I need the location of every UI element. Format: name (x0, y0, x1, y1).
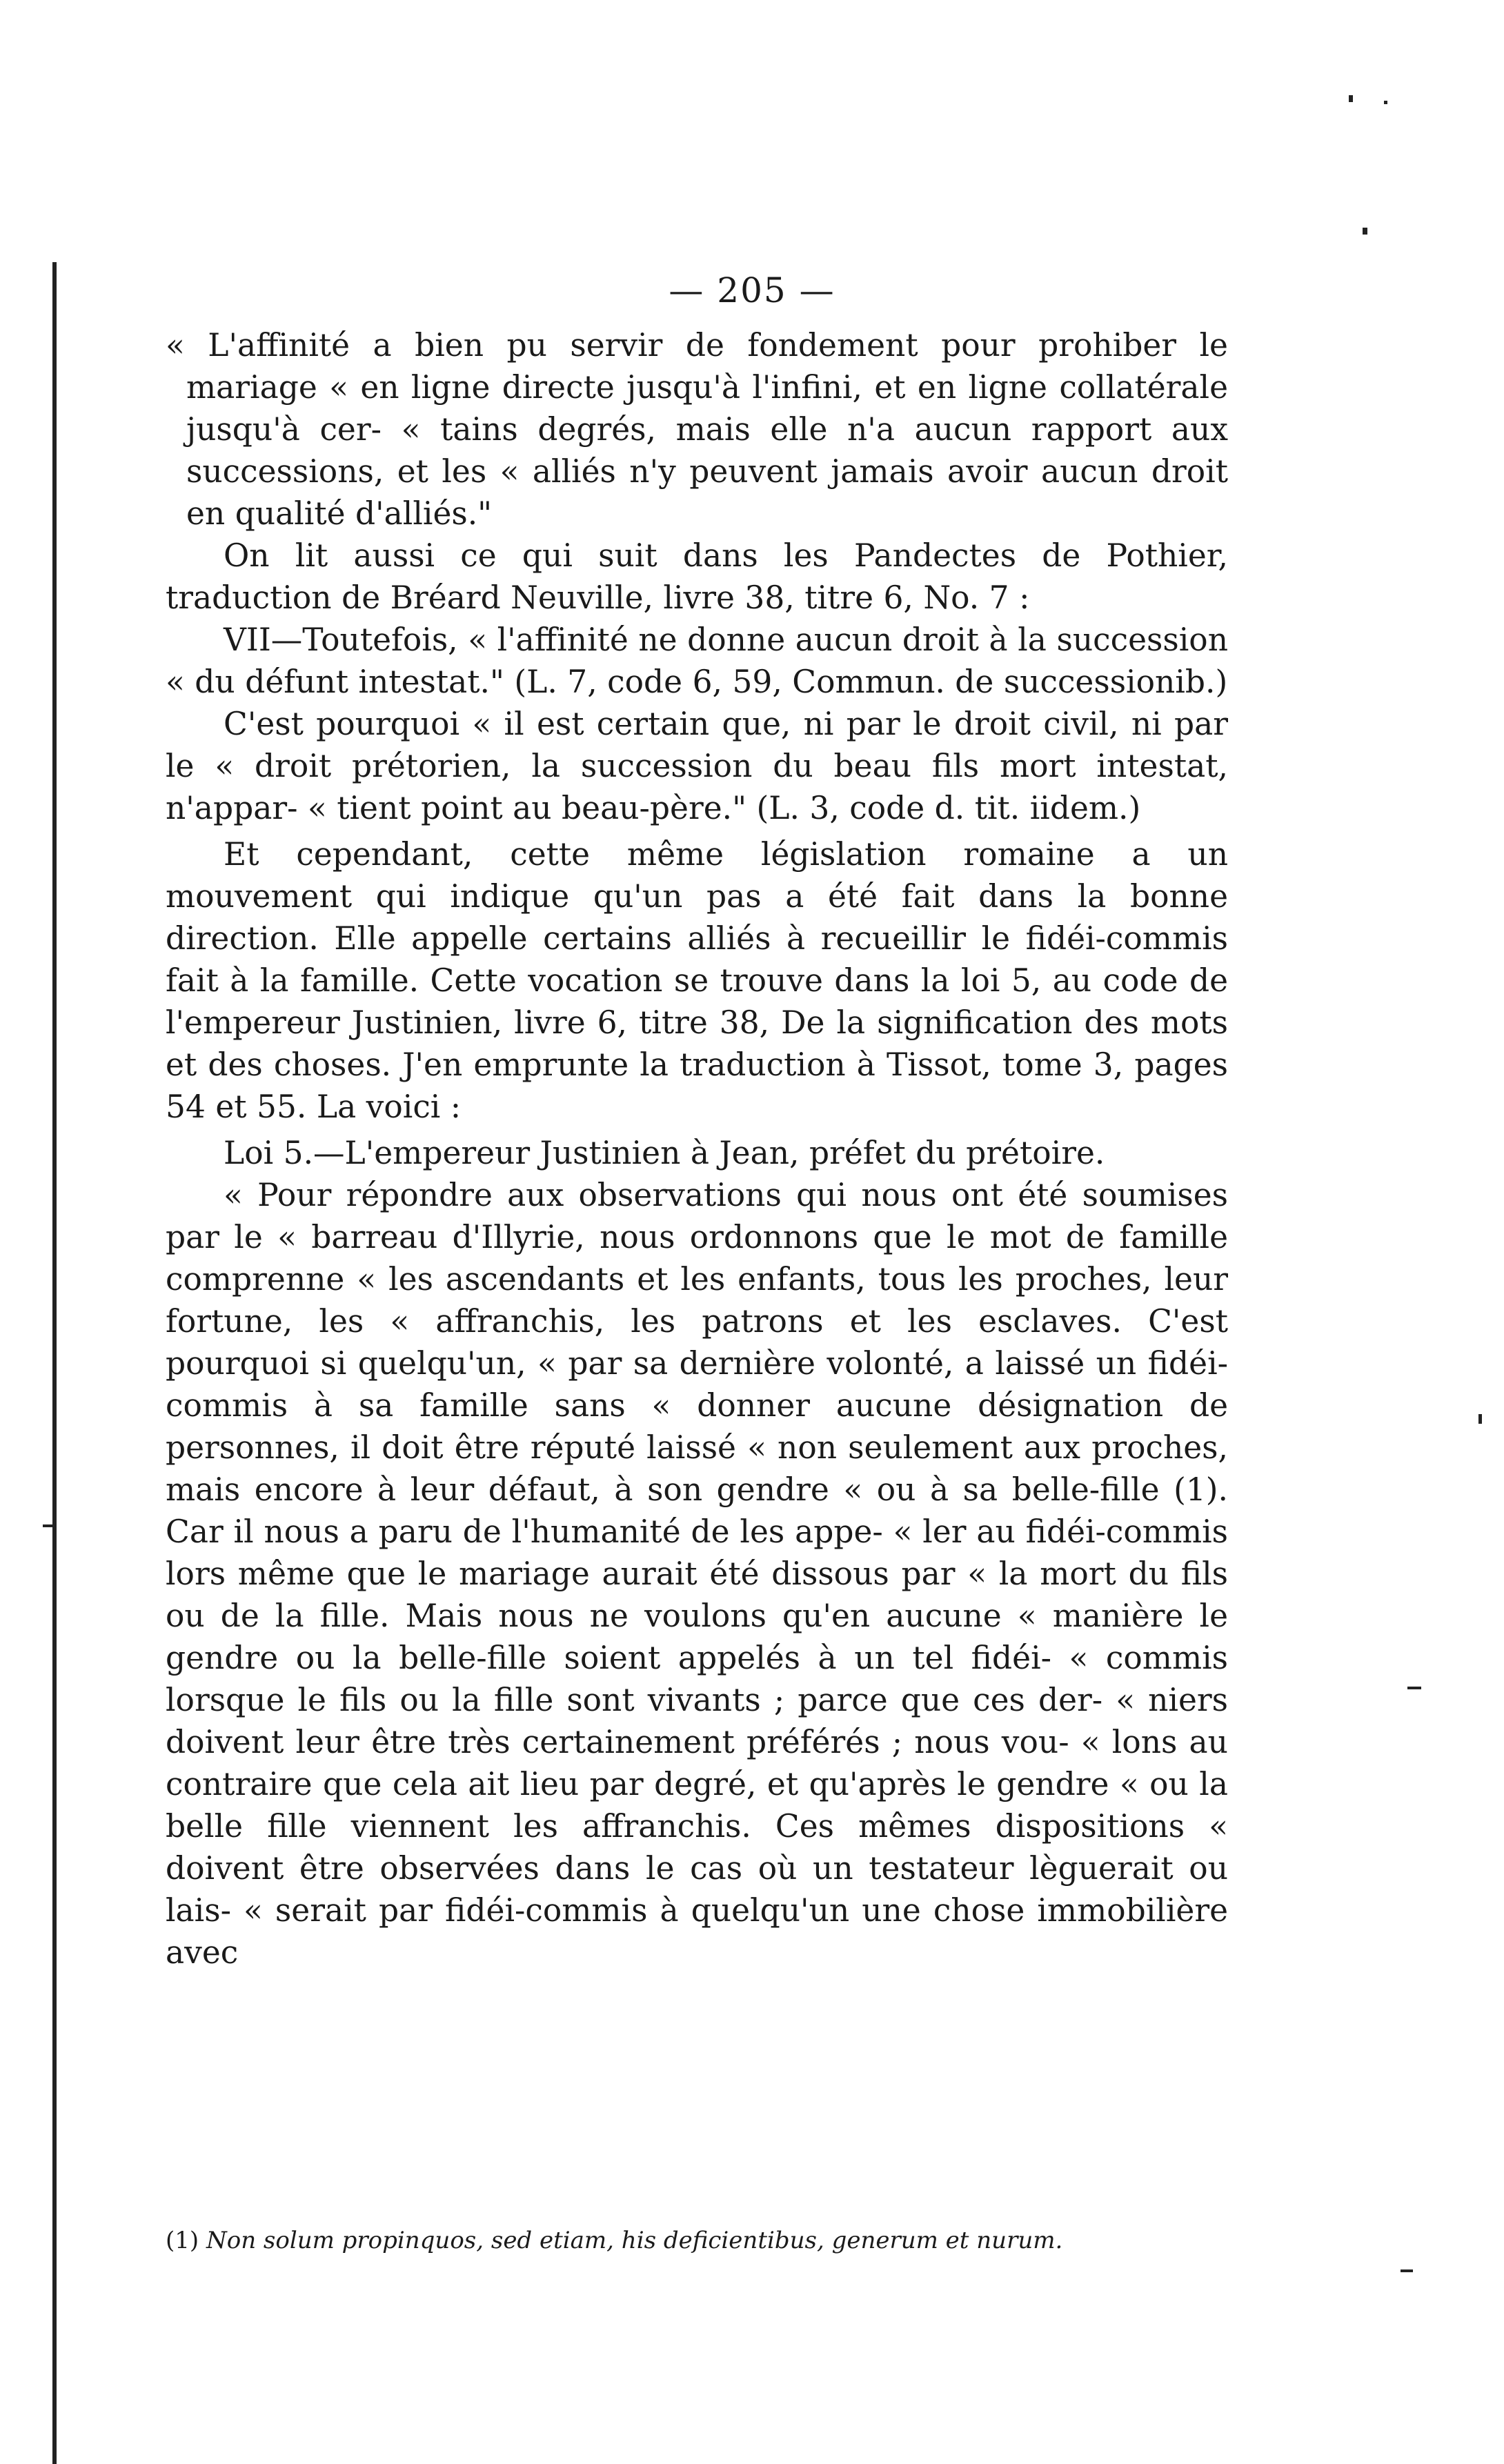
scan-speck (1478, 1414, 1482, 1424)
paragraph: C'est pourquoi « il est certain que, ni par le droit civil, ni par le « droit prétorien, la succession du beau fils mort intestat, n'appar- « tient point au beau-père." (L. 3, code d. tit. iidem.) (166, 706, 1228, 826)
paragraph: Loi 5.—L'empereur Justinien à Jean, préfet du prétoire. (224, 1135, 1105, 1171)
footnote (166, 2225, 1228, 2256)
paragraph: Et cependant, cette même législation romaine a un mouvement qui indique qu'un pas a été fait dans la bonne direction. Elle appelle certains alliés à recueillir le fidéi-commis fait à la famille. Cette vocation se trouve dans la loi 5, au code de l'empereur Justinien, livre 6, titre 38, De la signification des mots et des choses. J'en emprunte la traduction à Tissot, tome 3, pages 54 et 55. La voici : (166, 836, 1228, 1125)
page-number: — 205 — (669, 270, 835, 310)
scan-speck (1363, 228, 1367, 235)
page-edge-rule (52, 262, 57, 2464)
footnote-marker: (1) (166, 2227, 199, 2254)
paragraph: VII—Toutefois, « l'affinité ne donne aucun droit à la succession « du défunt intestat." (L. 7, code 6, 59, Commun. de successionib.) (166, 622, 1228, 700)
paragraph: « Pour répondre aux observations qui nous ont été soumises par le « barreau d'Illyrie, nous ordonnons que le mot de famille comprenne « les ascendants et les enfants, tous les proches, leur fortune, les « affranchis, les patrons et les esclaves. C'est pourquoi si quelqu'un, « par sa dernière volonté, a laissé un fidéi-commis à sa famille sans « donner aucune désignation de personnes, il doit être réputé laissé « non seulement aux proches, mais encore à leur défaut, à son gendre « ou à sa belle-fille (1). Car il nous a paru de l'humanité de les appe- « ler au fidéi-commis lors même que le mariage aurait été dissous par « la mort du fils ou de la fille. Mais nous ne voulons qu'en aucune « manière le gendre ou la belle-fille soient appelés à un tel fidéi- « commis lorsque le fils ou la fille sont vivants ; parce que ces der- « niers doivent leur être très certainement préférés ; nous vou- « lons au contraire que cela ait lieu par degré, et qu'après le gendre « ou la belle fille viennent les affranchis. Ces mêmes dispositions « doivent être observées dans le cas où un testateur lèguerait ou lais- « serait par fidéi-commis à quelqu'un une chose immobilière avec (166, 1177, 1228, 1971)
scan-speck (1384, 101, 1387, 104)
scan-speck (1349, 95, 1353, 102)
body-text (166, 324, 1228, 1974)
paragraph: « L'affinité a bien pu servir de fondement pour prohiber le mariage « en ligne directe jusqu'à l'infini, et en ligne collatérale jusqu'à cer- « tains degrés, mais elle n'a aucun rapport aux successions, et les « alliés n'y peuvent jamais avoir aucun droit en qualité d'alliés." (166, 327, 1228, 532)
footnote-text: Non solum propinquos, sed etiam, his deficientibus, generum et nurum. (206, 2227, 1063, 2254)
scan-speck (43, 1524, 55, 1527)
scan-speck (1401, 2269, 1413, 2272)
paragraph: On lit aussi ce qui suit dans les Pandectes de Pothier, traduction de Bréard Neuville, livre 38, titre 6, No. 7 : (166, 537, 1228, 616)
scan-speck (1407, 1687, 1421, 1689)
